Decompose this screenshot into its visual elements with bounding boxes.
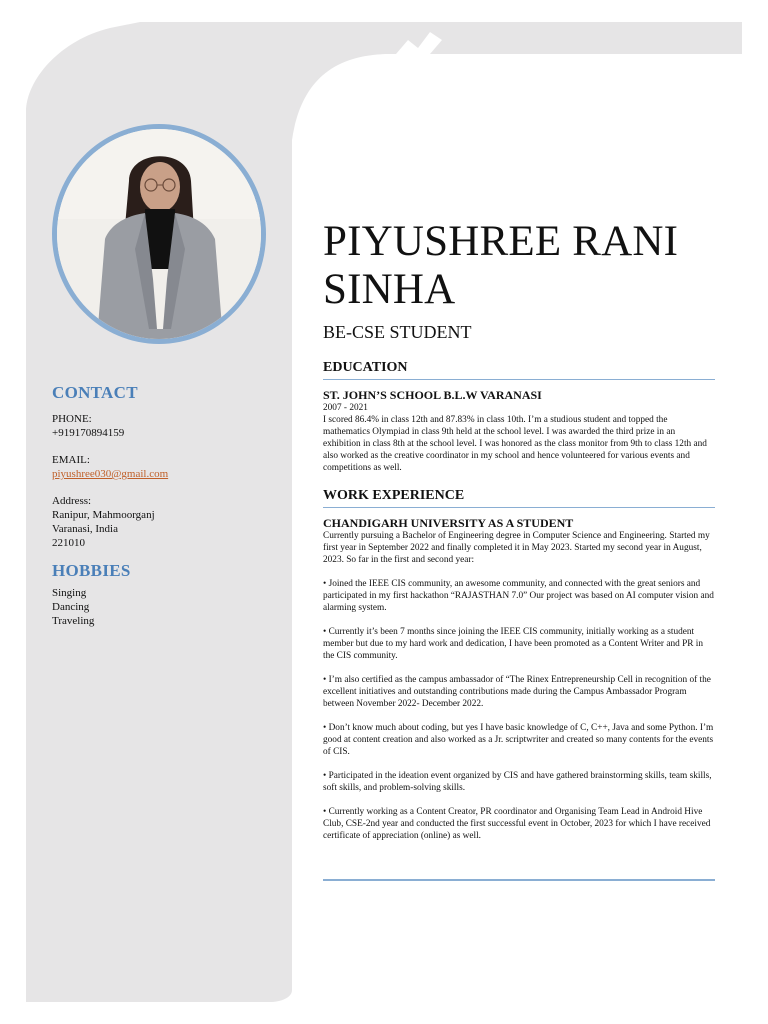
work-point: • Currently working as a Content Creator, PR coordinator and Organising Team Lead in Android Hive Club, CSE-2nd year and conducted the first successful event in October, 2023 for which I have received certificate of appreciation (online) as well. xyxy=(323,807,711,841)
profile-photo xyxy=(52,124,266,344)
address-line-1: Ranipur, Mahmoorganj xyxy=(52,509,155,521)
education-entry xyxy=(323,389,715,474)
left-column xyxy=(52,383,272,628)
address-block xyxy=(52,494,272,550)
work-experience-heading: WORK EXPERIENCE xyxy=(323,488,715,508)
hobby-item: Dancing xyxy=(52,601,90,613)
address-line-2: Varanasi, India xyxy=(52,523,118,535)
work-point: • Don’t know much about coding, but yes I have basic knowledge of C, C++, Java and some Python. I’m good at content creation and also worked as a Jr. scriptwriter and created so many contents for the events of CIS. xyxy=(323,723,714,757)
address-line-3: 221010 xyxy=(52,537,85,549)
phone-block xyxy=(52,412,272,440)
phone-number: +919170894159 xyxy=(52,427,125,439)
address-label: Address: xyxy=(52,495,92,507)
work-intro: Currently pursuing a Bachelor of Engineering degree in Computer Science and Engineering. Started my first year in September 2022 and finally completed it in May 2023. Started my second year in August, 2023. So far in the first and second year: xyxy=(323,531,710,565)
work-title: CHANDIGARH UNIVERSITY AS A STUDENT xyxy=(323,516,574,530)
work-point: • Currently it’s been 7 months since joining the IEEE CIS community, initially working as a student member but due to my hard work and dedication, I have been promoted as a Content Writer and PR in the CIS community. xyxy=(323,627,704,661)
hobby-item: Singing xyxy=(52,587,87,599)
phone-label: PHONE: xyxy=(52,413,92,425)
candidate-subtitle: BE-CSE STUDENT xyxy=(323,322,472,342)
email-label: EMAIL: xyxy=(52,454,90,466)
work-point: • Participated in the ideation event organized by CIS and have gathered brainstorming skills, team skills, soft skills, and problem-solving skills. xyxy=(323,771,712,793)
school-years: 2007 - 2021 xyxy=(323,403,368,413)
work-entry xyxy=(323,517,715,842)
education-description: I scored 86.4% in class 12th and 87.83% in class 10th. I’m a studious student and topped the mathematics Olympiad in class 9th held at the school level. I was awarded the third prize in an exhibition in class 8th at the school level. I was honored as the class monitor from 9th to class 12th and also worked as the creative coordinator in my school and hence volunteered for various events and competitions as well. xyxy=(323,415,707,473)
work-point: • I’m also certified as the campus ambassador of “The Rinex Entrepreneurship Cell in recognition of the excellent initiatives and outstanding contributions made during the Campus Ambassador Program between November 2022- December 2022. xyxy=(323,675,711,709)
school-name: ST. JOHN’S SCHOOL B.L.W VARANASI xyxy=(323,388,542,402)
work-point: • Joined the IEEE CIS community, an awesome community, and connected with the great seniors and participated in my first hackathon “RAJASTHAN 7.0” Our project was based on AI computer vision and alarming system. xyxy=(323,579,714,613)
candidate-name: PIYUSHREE RANI SINHA xyxy=(323,218,679,313)
education-heading: EDUCATION xyxy=(323,360,715,380)
email-block xyxy=(52,453,272,481)
contact-heading: CONTACT xyxy=(52,383,138,402)
bottom-divider xyxy=(323,879,715,881)
hobby-item: Traveling xyxy=(52,615,95,627)
email-link[interactable]: piyushree030@gmail.com xyxy=(52,468,169,480)
hobbies-heading: HOBBIES xyxy=(52,561,131,580)
